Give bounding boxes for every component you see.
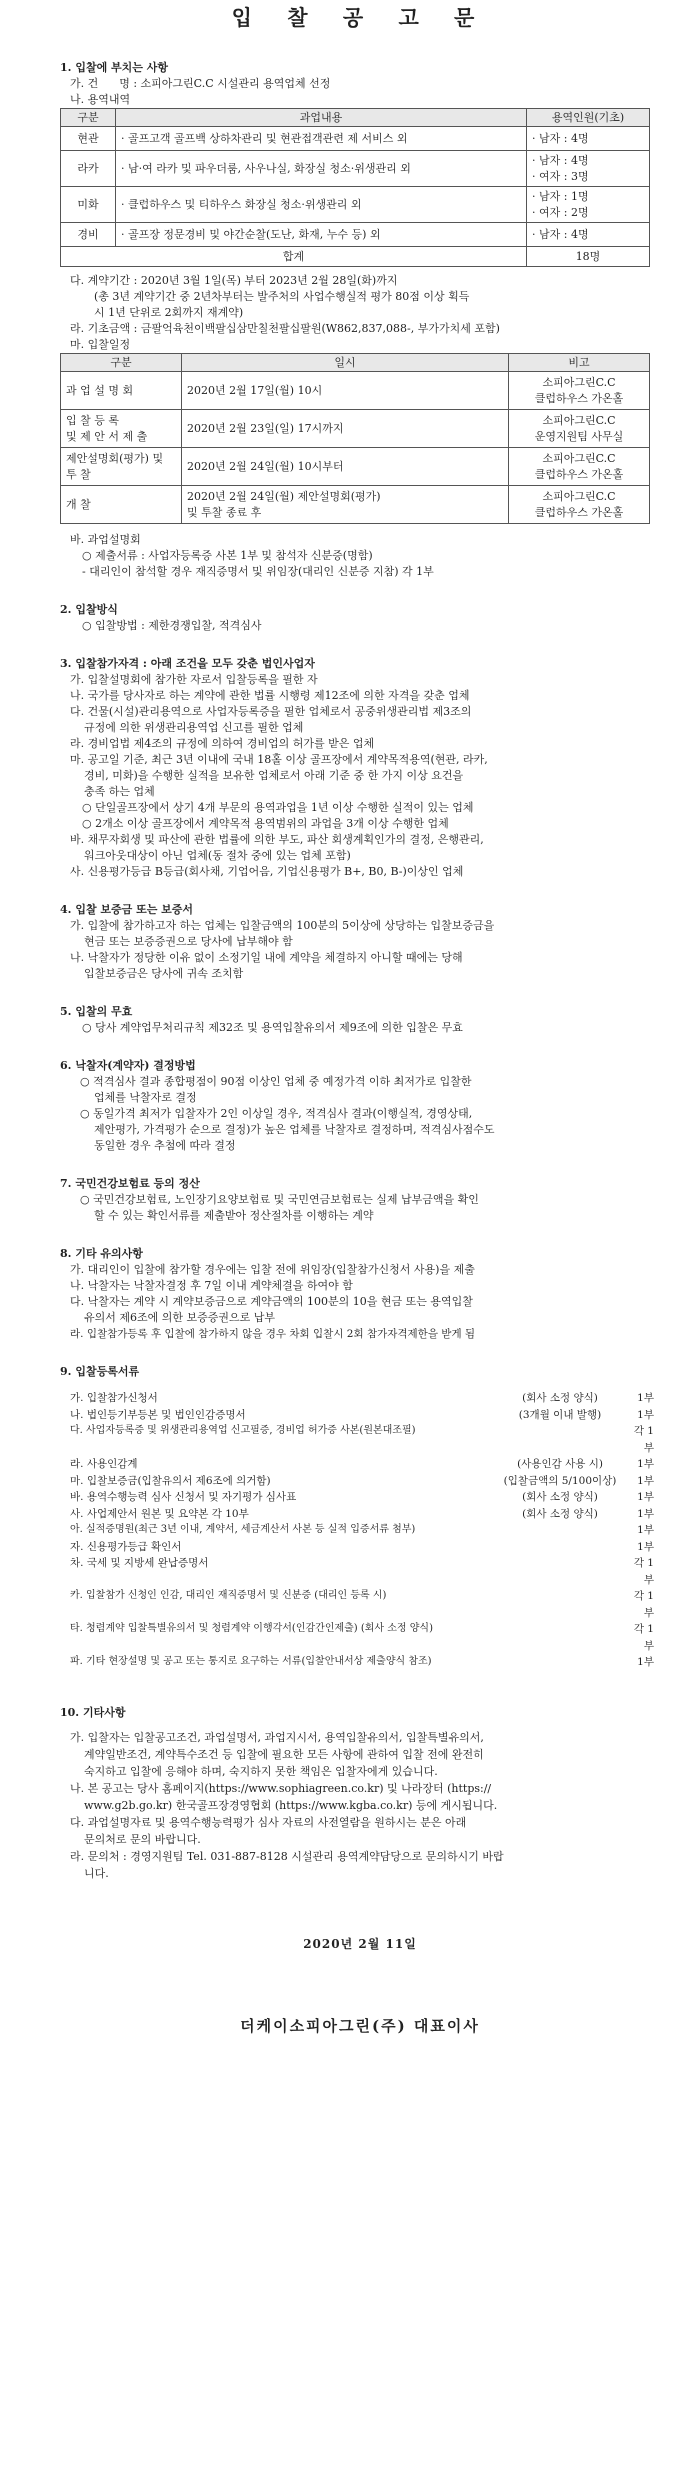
list-item: ○ 국민건강보험료, 노인장기요양보험료 및 국민연금보험료는 실제 납부금액을 확인 할 수 있는 확인서류를 제출받아 정산절차를 이행하는 계약 — [80, 1193, 479, 1222]
list-item: ○ 당사 계약업무처리규칙 제32조 및 용역입찰유의서 제9조에 의한 입찰은 무효 — [82, 1021, 463, 1034]
section-7 — [60, 1176, 660, 1224]
briefing-heading: 바. 과업설명회 — [70, 533, 141, 546]
list-item — [60, 1456, 660, 1473]
service-table — [60, 108, 650, 267]
section-10 — [60, 1705, 660, 1882]
table-total-row — [61, 247, 650, 267]
list-item: 가. 입찰자는 입찰공고조건, 과업설명서, 과업지시서, 용역입찰유의서, 입찰특별유의서, 계약일반조건, 계약특수조건 등 입찰에 필요한 모든 사항에 관하여 입찰 전에 완전히 숙지하고 입찰에 응해야 하며, 숙지하지 못한 책임은 입찰자에게 있습니다. — [70, 1730, 484, 1778]
doc-form: (사용인감 사용 시) — [517, 1458, 603, 1470]
section-3-heading: 3. 입찰참가자격 : 아래 조건을 모두 갖춘 법인사업자 — [60, 657, 315, 670]
doc-form: (회사 소정 양식) — [522, 1491, 598, 1503]
base-price: 라. 기초금액 : 금팔억육천이백팔십삼만칠천팔십팔원(W862,837,088-, 부가가치세 포함) — [70, 322, 500, 335]
list-item: 나. 낙찰자는 낙찰자결정 후 7일 이내 계약체결을 하여야 함 — [70, 1279, 353, 1292]
list-item — [60, 1522, 660, 1539]
row-staff: · 남자 : 4명 · 여자 : 3명 — [527, 151, 650, 187]
table-row — [61, 187, 650, 223]
row-category: 라카 — [61, 151, 116, 187]
row-category: 경비 — [61, 223, 116, 247]
row-category: 과 업 설 명 회 — [61, 372, 182, 410]
page-title: 입 찰 공 고 문 — [231, 5, 489, 30]
doc-name: 사. 사업제안서 원본 및 요약본 각 10부 — [70, 1507, 249, 1520]
bid-method: ○ 입찰방법 : 제한경쟁입찰, 적격심사 — [82, 619, 262, 632]
briefing-item: - 대리인이 참석할 경우 재직증명서 및 위임장(대리인 신분증 지참) 각 1부 — [82, 565, 434, 578]
document-list — [60, 1390, 660, 1671]
contract-period-note: (총 3년 계약기간 중 2년차부터는 발주처의 사업수행실적 평가 80점 이상 획득 시 1년 단위로 2회까지 재계약) — [94, 290, 470, 319]
list-item — [60, 1555, 660, 1588]
list-item: 가. 입찰설명회에 참가한 자로서 입찰등록을 필한 자 — [70, 673, 318, 686]
list-item: ○ 적격심사 결과 종합평점이 90점 이상인 업체 중 예정가격 이하 최저가로 입찰한 업체를 낙찰자로 결정 — [80, 1075, 472, 1104]
section-6-heading: 6. 낙찰자(계약자) 결정방법 — [60, 1059, 196, 1072]
doc-count: 각 1부 — [633, 1590, 654, 1619]
doc-name: 차. 국세 및 지방세 완납증명서 — [70, 1557, 209, 1569]
doc-name: 나. 법인등기부등본 및 법인인감증명서 — [70, 1408, 246, 1421]
row-category: 개 찰 — [61, 486, 182, 524]
doc-count: 1부 — [637, 1392, 654, 1404]
list-item: 다. 낙찰자는 계약 시 계약보증금으로 계약금액의 100분의 10을 현금 또는 용역입찰 유의서 제6조에 의한 보증증권으로 납부 — [70, 1295, 473, 1324]
doc-count: 1부 — [637, 1540, 654, 1553]
doc-name: 자. 신용평가등급 확인서 — [70, 1540, 182, 1553]
section-2 — [60, 602, 660, 634]
table-header: 구분 — [61, 354, 182, 372]
list-item: 나. 낙찰자가 정당한 이유 없이 소정기일 내에 계약을 체결하지 아니할 때에는 당해 입찰보증금은 당사에 귀속 조치함 — [70, 951, 463, 980]
row-category: 제안설명회(평가) 및 투 찰 — [61, 448, 182, 486]
doc-count: 1부 — [637, 1408, 654, 1421]
row-staff: · 남자 : 4명 — [527, 223, 650, 247]
notice-date: 2020년 2월 11일 — [303, 1936, 417, 1951]
row-note: 소피아그린C.C 클럽하우스 가온홀 — [509, 372, 650, 410]
section-1-heading: 1. 입찰에 부치는 사항 — [60, 61, 168, 74]
doc-count: 1부 — [637, 1507, 654, 1520]
table-header: 일시 — [182, 354, 509, 372]
doc-name: 라. 사용인감계 — [70, 1458, 138, 1470]
row-task: · 클럽하우스 및 티하우스 화장실 청소·위생관리 외 — [116, 187, 527, 223]
section-8-heading: 8. 기타 유의사항 — [60, 1247, 143, 1260]
list-item: 라. 경비업법 제4조의 규정에 의하여 경비업의 허가를 받은 업체 — [70, 737, 375, 750]
table-row — [61, 223, 650, 247]
content-heading: 나. 용역내역 — [70, 93, 131, 106]
row-staff: · 남자 : 4명 — [527, 127, 650, 151]
row-category: 현관 — [61, 127, 116, 151]
table-header: 구분 — [61, 109, 116, 127]
list-item: 다. 과업설명자료 및 용역수행능력평가 심사 자료의 사전열람을 원하시는 분은 아래 문의처로 문의 바랍니다. — [70, 1815, 467, 1846]
list-item: ○ 단일골프장에서 상기 4개 부문의 용역과업을 1년 이상 수행한 실적이 있는 업체 — [82, 801, 474, 814]
project-name: 가. 건 명 : 소피아그린C.C 시설관리 용역업체 선정 — [70, 77, 331, 90]
row-note: 소피아그린C.C 클럽하우스 가온홀 — [509, 448, 650, 486]
table-row — [61, 151, 650, 187]
list-item — [60, 1489, 660, 1506]
doc-count: 1부 — [637, 1474, 654, 1487]
list-item: 가. 입찰에 참가하고자 하는 업체는 입찰금액의 100분의 5이상에 상당하는 입찰보증금을 현금 또는 보증증권으로 당사에 납부해야 함 — [70, 919, 495, 948]
list-item: 마. 공고일 기준, 최근 3년 이내에 국내 18홀 이상 골프장에서 계약목적용역(현관, 라카, 경비, 미화)을 수행한 실적을 보유한 업체로서 아래 기준 중 한 가지 이상 요건을 충족 하는 업체 — [70, 753, 488, 798]
notice-document — [60, 0, 660, 2034]
list-item: ○ 2개소 이상 골프장에서 계약목적 용역범위의 과업을 3개 이상 수행한 업체 — [82, 817, 449, 830]
table-header-row — [61, 109, 650, 127]
section-10-heading: 10. 기타사항 — [60, 1705, 126, 1719]
row-when: 2020년 2월 23일(일) 17시까지 — [182, 410, 509, 448]
list-item: 다. 건물(시설)관리용역으로 사업자등록증을 필한 업체로서 공중위생관리법 제3조의 규정에 의한 위생관리용역업 신고를 필한 업체 — [70, 705, 472, 734]
section-4 — [60, 902, 660, 982]
table-header: 비고 — [509, 354, 650, 372]
table-row — [61, 486, 650, 524]
list-item: 라. 입찰참가등록 후 입찰에 참가하지 않을 경우 차회 입찰시 2회 참가자격제한을 받게 됨 — [70, 1328, 476, 1340]
briefing-item: ○ 제출서류 : 사업자등록증 사본 1부 및 참석자 신분증(명함) — [82, 549, 373, 562]
list-item — [60, 1621, 660, 1654]
section-7-heading: 7. 국민건강보험료 등의 정산 — [60, 1177, 200, 1190]
list-item — [60, 1539, 660, 1556]
row-category: 입 찰 등 록 및 제 안 서 제 출 — [61, 410, 182, 448]
section-5 — [60, 1004, 660, 1036]
list-item — [60, 1407, 660, 1424]
doc-name: 파. 기타 현장설명 및 공고 또는 통지로 요구하는 서류(입찰안내서상 제출양식 참조) — [70, 1656, 432, 1667]
list-item: 나. 본 공고는 당사 홈페이지(https://www.sophiagreen.co.kr) 및 나라장터 (https:// www.g2b.go.kr) 한국골프장경영협회 (https://www.kgba.co.kr) 등에 게시됩니다. — [70, 1781, 498, 1812]
row-when: 2020년 2월 24일(월) 10시부터 — [182, 448, 509, 486]
contract-period: 다. 계약기간 : 2020년 3월 1일(목) 부터 2023년 2월 28일(화)까지 — [70, 274, 398, 287]
section-9-heading: 9. 입찰등록서류 — [60, 1365, 140, 1378]
list-item: 라. 문의처 : 경영지원팀 Tel. 031-887-8128 시설관리 용역계약담당으로 문의하시기 바랍 니다. — [70, 1849, 504, 1880]
doc-name: 타. 청렴계약 입찰특별유의서 및 청렴계약 이행각서(인감간인제출) (회사 소정 양식) — [70, 1623, 433, 1634]
row-task: · 골프장 정문경비 및 야간순찰(도난, 화재, 누수 등) 외 — [116, 223, 527, 247]
list-item: 바. 채무자회생 및 파산에 관한 법률에 의한 부도, 파산 회생계획인가의 결정, 은행관리, 워크아웃대상이 아닌 업체(동 절차 중에 있는 업체 포함) — [70, 833, 484, 862]
issuer-name: 더케이소피아그린(주) 대표이사 — [240, 2016, 480, 2035]
row-category: 미화 — [61, 187, 116, 223]
total-label: 합계 — [61, 247, 527, 267]
doc-count: 각 1부 — [633, 1425, 654, 1454]
row-when: 2020년 2월 17일(월) 10시 — [182, 372, 509, 410]
total-value: 18명 — [527, 247, 650, 267]
doc-count: 1부 — [637, 1458, 654, 1470]
table-header: 용역인원(기초) — [527, 109, 650, 127]
table-row — [61, 372, 650, 410]
section-2-heading: 2. 입찰방식 — [60, 603, 118, 616]
list-item — [60, 1473, 660, 1490]
table-row — [61, 127, 650, 151]
section-6 — [60, 1058, 660, 1154]
table-row — [61, 410, 650, 448]
doc-count: 1부 — [637, 1524, 654, 1536]
section-9 — [60, 1364, 660, 1671]
row-when: 2020년 2월 24일(월) 제안설명회(평가) 및 투찰 종료 후 — [182, 486, 509, 524]
table-header-row — [61, 354, 650, 372]
doc-name: 가. 입찰참가신청서 — [70, 1392, 158, 1404]
doc-name: 아. 실적증명원(최근 3년 이내, 계약서, 세금계산서 사본 등 실적 입증서류 첨부) — [70, 1524, 416, 1535]
doc-count: 1부 — [637, 1491, 654, 1503]
table-row — [61, 448, 650, 486]
list-item: 가. 대리인이 입찰에 참가할 경우에는 입찰 전에 위임장(입찰참가신청서 사용)을 제출 — [70, 1263, 475, 1276]
row-note: 소피아그린C.C 운영지원팀 사무실 — [509, 410, 650, 448]
section-3 — [60, 656, 660, 880]
doc-name: 바. 용역수행능력 심사 신청서 및 자기평가 심사표 — [70, 1491, 297, 1503]
list-item — [60, 1390, 660, 1407]
row-task: · 남·여 라카 및 파우더룸, 사우나실, 화장실 청소·위생관리 외 — [116, 151, 527, 187]
list-item — [60, 1588, 660, 1621]
doc-count: 각 1부 — [633, 1623, 654, 1652]
doc-count: 각 1부 — [633, 1557, 654, 1586]
section-5-heading: 5. 입찰의 무효 — [60, 1005, 133, 1018]
doc-count: 1부 — [637, 1656, 654, 1668]
list-item: 사. 신용평가등급 B등급(회사채, 기업어음, 기업신용평가 B+, B0, B-)이상인 업체 — [70, 865, 464, 878]
row-note: 소피아그린C.C 클럽하우스 가온홀 — [509, 486, 650, 524]
section-8 — [60, 1246, 660, 1342]
schedule-table — [60, 353, 650, 524]
list-item — [60, 1506, 660, 1523]
list-item — [60, 1423, 660, 1456]
list-item: ○ 동일가격 최저가 입찰자가 2인 이상일 경우, 적격심사 결과(이행실적, 경영상태, 제안평가, 가격평가 순으로 결정)가 높은 업체를 낙찰자로 결정하며, 적격심사점수도 동일한 경우 추첨에 따라 결정 — [80, 1107, 495, 1152]
doc-form: (3개월 이내 발행) — [518, 1408, 602, 1421]
section-4-heading: 4. 입찰 보증금 또는 보증서 — [60, 903, 194, 916]
row-task: · 골프고객 골프백 상하차관리 및 현관접객관련 제 서비스 외 — [116, 127, 527, 151]
list-item — [60, 1654, 660, 1671]
row-staff: · 남자 : 1명 · 여자 : 2명 — [527, 187, 650, 223]
list-item: 나. 국가를 당사자로 하는 계약에 관한 법률 시행령 제12조에 의한 자격을 갖춘 업체 — [70, 689, 470, 702]
doc-form: (회사 소정 양식) — [522, 1507, 598, 1520]
doc-name: 마. 입찰보증금(입찰유의서 제6조에 의거함) — [70, 1474, 271, 1487]
schedule-heading: 마. 입찰일정 — [70, 338, 131, 351]
doc-form: (입찰금액의 5/100이상) — [503, 1474, 617, 1487]
doc-name: 다. 사업자등록증 및 위생관리용역업 신고필증, 경비업 허가증 사본(원본대조필) — [70, 1425, 416, 1436]
doc-form: (회사 소정 양식) — [522, 1392, 598, 1404]
table-header: 과업내용 — [116, 109, 527, 127]
doc-name: 카. 입찰참가 신청인 인감, 대리인 재직증명서 및 신분증 (대리인 등록 시) — [70, 1590, 387, 1601]
section-1 — [60, 60, 660, 580]
